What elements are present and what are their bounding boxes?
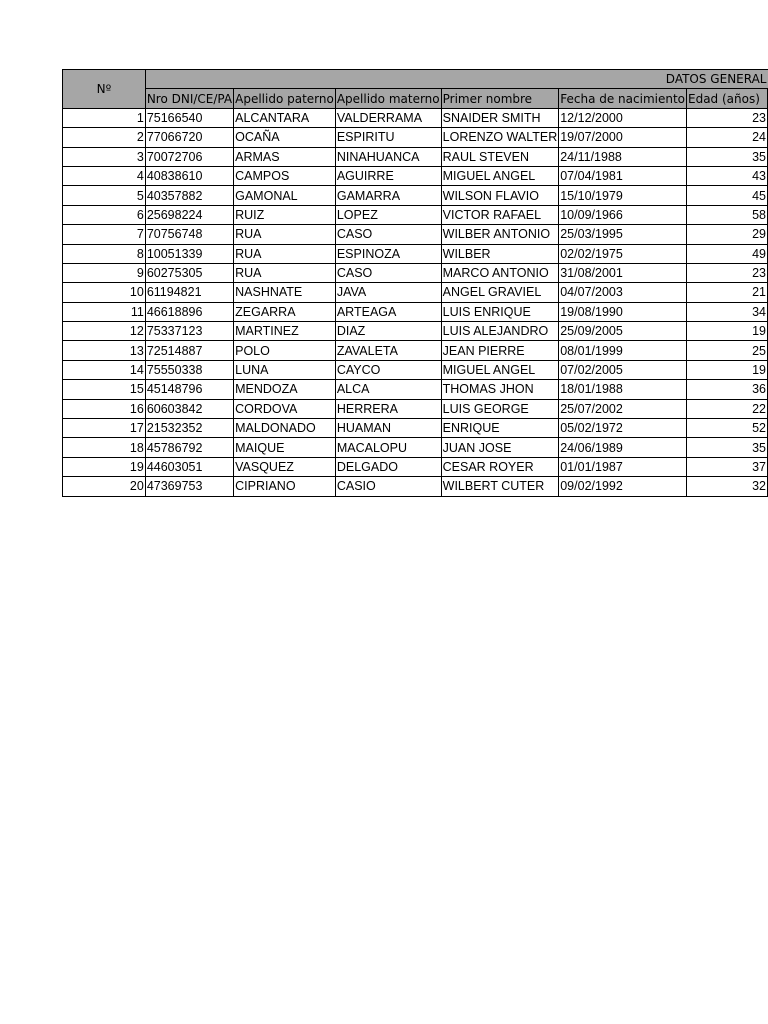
cell-fecha-nacimiento[interactable]: 12/12/2000: [559, 108, 687, 127]
cell-number[interactable]: 9: [63, 263, 146, 282]
cell-dni[interactable]: 70072706: [145, 147, 233, 166]
cell-apellido-paterno[interactable]: RUA: [234, 263, 336, 282]
cell-number[interactable]: 17: [63, 419, 146, 438]
cell-fecha-nacimiento[interactable]: 19/08/1990: [559, 302, 687, 321]
cell-number[interactable]: 6: [63, 205, 146, 224]
cell-apellido-materno[interactable]: MACALOPU: [335, 438, 441, 457]
cell-number[interactable]: 3: [63, 147, 146, 166]
cell-number[interactable]: 1: [63, 108, 146, 127]
cell-apellido-materno[interactable]: JAVA: [335, 283, 441, 302]
cell-apellido-paterno[interactable]: MARTINEZ: [234, 322, 336, 341]
cell-primer-nombre[interactable]: ANGEL GRAVIEL: [441, 283, 559, 302]
cell-apellido-materno[interactable]: AGUIRRE: [335, 166, 441, 185]
cell-apellido-materno[interactable]: ESPINOZA: [335, 244, 441, 263]
table-row: [63, 438, 768, 457]
cell-apellido-paterno[interactable]: MAIQUE: [234, 438, 336, 457]
cell-primer-nombre[interactable]: LUIS ENRIQUE: [441, 302, 559, 321]
cell-apellido-paterno[interactable]: GAMONAL: [234, 186, 336, 205]
cell-dni[interactable]: 40357882: [145, 186, 233, 205]
table-row: [63, 147, 768, 166]
cell-dni[interactable]: 75550338: [145, 360, 233, 379]
cell-fecha-nacimiento[interactable]: 05/02/1972: [559, 419, 687, 438]
cell-apellido-materno[interactable]: DELGADO: [335, 457, 441, 476]
cell-primer-nombre[interactable]: WILBER ANTONIO: [441, 225, 559, 244]
cell-dni[interactable]: 75337123: [145, 322, 233, 341]
cell-edad[interactable]: 23: [687, 263, 768, 282]
cell-edad[interactable]: 24: [687, 128, 768, 147]
cell-number[interactable]: 13: [63, 341, 146, 360]
column-header-apellido-materno[interactable]: Apellido materno: [335, 89, 441, 108]
table-row: [63, 225, 768, 244]
cell-apellido-paterno[interactable]: ZEGARRA: [234, 302, 336, 321]
cell-fecha-nacimiento[interactable]: 31/08/2001: [559, 263, 687, 282]
cell-apellido-materno[interactable]: HERRERA: [335, 399, 441, 418]
table-row: [63, 166, 768, 185]
cell-apellido-paterno[interactable]: RUIZ: [234, 205, 336, 224]
cell-primer-nombre[interactable]: LUIS GEORGE: [441, 399, 559, 418]
table-row: [63, 457, 768, 476]
cell-fecha-nacimiento[interactable]: 25/03/1995: [559, 225, 687, 244]
cell-number[interactable]: 4: [63, 166, 146, 185]
cell-primer-nombre[interactable]: JUAN JOSE: [441, 438, 559, 457]
cell-dni[interactable]: 60275305: [145, 263, 233, 282]
cell-apellido-paterno[interactable]: ARMAS: [234, 147, 336, 166]
cell-edad[interactable]: 19: [687, 360, 768, 379]
cell-number[interactable]: 8: [63, 244, 146, 263]
cell-number[interactable]: 10: [63, 283, 146, 302]
table-row: [63, 341, 768, 360]
cell-dni[interactable]: 45148796: [145, 380, 233, 399]
cell-edad[interactable]: 34: [687, 302, 768, 321]
cell-apellido-paterno[interactable]: CIPRIANO: [234, 477, 336, 496]
cell-edad[interactable]: 49: [687, 244, 768, 263]
cell-dni[interactable]: 46618896: [145, 302, 233, 321]
cell-apellido-paterno[interactable]: MALDONADO: [234, 419, 336, 438]
cell-number[interactable]: 11: [63, 302, 146, 321]
cell-primer-nombre[interactable]: WILBERT CUTER: [441, 477, 559, 496]
cell-dni[interactable]: 61194821: [145, 283, 233, 302]
table-row: [63, 205, 768, 224]
cell-fecha-nacimiento[interactable]: 01/01/1987: [559, 457, 687, 476]
cell-apellido-paterno[interactable]: POLO: [234, 341, 336, 360]
table-row: [63, 263, 768, 282]
cell-fecha-nacimiento[interactable]: 04/07/2003: [559, 283, 687, 302]
cell-number[interactable]: 15: [63, 380, 146, 399]
cell-apellido-paterno[interactable]: ALCANTARA: [234, 108, 336, 127]
cell-number[interactable]: 5: [63, 186, 146, 205]
table-row: [63, 302, 768, 321]
cell-edad[interactable]: 36: [687, 380, 768, 399]
cell-primer-nombre[interactable]: LORENZO WALTER: [441, 128, 559, 147]
column-header-row: [63, 89, 768, 108]
cell-primer-nombre[interactable]: MIGUEL ANGEL: [441, 166, 559, 185]
cell-number[interactable]: 14: [63, 360, 146, 379]
cell-fecha-nacimiento[interactable]: 07/04/1981: [559, 166, 687, 185]
cell-dni[interactable]: 70756748: [145, 225, 233, 244]
group-header-row: [63, 70, 768, 89]
cell-fecha-nacimiento[interactable]: 25/07/2002: [559, 399, 687, 418]
cell-apellido-paterno[interactable]: RUA: [234, 244, 336, 263]
cell-dni[interactable]: 60603842: [145, 399, 233, 418]
cell-fecha-nacimiento[interactable]: 19/07/2000: [559, 128, 687, 147]
cell-apellido-materno[interactable]: LOPEZ: [335, 205, 441, 224]
table-row: [63, 399, 768, 418]
column-header-edad[interactable]: Edad (años): [687, 89, 768, 108]
cell-dni[interactable]: 25698224: [145, 205, 233, 224]
cell-primer-nombre[interactable]: WILSON FLAVIO: [441, 186, 559, 205]
cell-edad[interactable]: 35: [687, 147, 768, 166]
cell-dni[interactable]: 47369753: [145, 477, 233, 496]
cell-number[interactable]: 2: [63, 128, 146, 147]
cell-apellido-materno[interactable]: DIAZ: [335, 322, 441, 341]
cell-fecha-nacimiento[interactable]: 02/02/1975: [559, 244, 687, 263]
cell-edad[interactable]: 37: [687, 457, 768, 476]
cell-number[interactable]: 18: [63, 438, 146, 457]
spreadsheet-table: [62, 69, 768, 497]
table-row: [63, 244, 768, 263]
cell-apellido-materno[interactable]: GAMARRA: [335, 186, 441, 205]
cell-apellido-materno[interactable]: NINAHUANCA: [335, 147, 441, 166]
cell-edad[interactable]: 29: [687, 225, 768, 244]
table-row: [63, 108, 768, 127]
cell-number[interactable]: 20: [63, 477, 146, 496]
cell-apellido-paterno[interactable]: VASQUEZ: [234, 457, 336, 476]
cell-apellido-paterno[interactable]: OCAÑA: [234, 128, 336, 147]
column-header-fecha-nacimiento[interactable]: Fecha de nacimiento: [559, 89, 687, 108]
cell-edad[interactable]: 45: [687, 186, 768, 205]
no-header[interactable]: Nº: [63, 70, 146, 109]
table-row: [63, 322, 768, 341]
cell-dni[interactable]: 40838610: [145, 166, 233, 185]
cell-dni[interactable]: 77066720: [145, 128, 233, 147]
cell-number[interactable]: 7: [63, 225, 146, 244]
cell-apellido-paterno[interactable]: CORDOVA: [234, 399, 336, 418]
cell-primer-nombre[interactable]: LUIS ALEJANDRO: [441, 322, 559, 341]
cell-apellido-materno[interactable]: ALCA: [335, 380, 441, 399]
column-header-primer-nombre[interactable]: Primer nombre: [441, 89, 559, 108]
table-row: [63, 360, 768, 379]
cell-apellido-materno[interactable]: CASO: [335, 225, 441, 244]
cell-edad[interactable]: 19: [687, 322, 768, 341]
cell-edad[interactable]: 23: [687, 108, 768, 127]
cell-apellido-materno[interactable]: VALDERRAMA: [335, 108, 441, 127]
cell-fecha-nacimiento[interactable]: 15/10/1979: [559, 186, 687, 205]
cell-edad[interactable]: 52: [687, 419, 768, 438]
cell-fecha-nacimiento[interactable]: 25/09/2005: [559, 322, 687, 341]
cell-primer-nombre[interactable]: ENRIQUE: [441, 419, 559, 438]
table-row: [63, 283, 768, 302]
cell-number[interactable]: 12: [63, 322, 146, 341]
cell-primer-nombre[interactable]: MARCO ANTONIO: [441, 263, 559, 282]
cell-dni[interactable]: 75166540: [145, 108, 233, 127]
table-row: [63, 128, 768, 147]
cell-apellido-materno[interactable]: HUAMAN: [335, 419, 441, 438]
cell-primer-nombre[interactable]: JEAN PIERRE: [441, 341, 559, 360]
cell-apellido-paterno[interactable]: CAMPOS: [234, 166, 336, 185]
cell-apellido-materno[interactable]: CASO: [335, 263, 441, 282]
cell-fecha-nacimiento[interactable]: 18/01/1988: [559, 380, 687, 399]
cell-primer-nombre[interactable]: THOMAS JHON: [441, 380, 559, 399]
cell-edad[interactable]: 25: [687, 341, 768, 360]
cell-primer-nombre[interactable]: RAUL STEVEN: [441, 147, 559, 166]
cell-primer-nombre[interactable]: SNAIDER SMITH: [441, 108, 559, 127]
cell-primer-nombre[interactable]: CESAR ROYER: [441, 457, 559, 476]
cell-dni[interactable]: 72514887: [145, 341, 233, 360]
cell-dni[interactable]: 10051339: [145, 244, 233, 263]
cell-apellido-paterno[interactable]: RUA: [234, 225, 336, 244]
cell-edad[interactable]: 32: [687, 477, 768, 496]
cell-apellido-paterno[interactable]: NASHNATE: [234, 283, 336, 302]
table-row: [63, 477, 768, 496]
cell-fecha-nacimiento[interactable]: 24/11/1988: [559, 147, 687, 166]
cell-dni[interactable]: 45786792: [145, 438, 233, 457]
cell-apellido-paterno[interactable]: MENDOZA: [234, 380, 336, 399]
cell-edad[interactable]: 43: [687, 166, 768, 185]
cell-dni[interactable]: 21532352: [145, 419, 233, 438]
cell-primer-nombre[interactable]: MIGUEL ANGEL: [441, 360, 559, 379]
cell-dni[interactable]: 44603051: [145, 457, 233, 476]
cell-apellido-materno[interactable]: ZAVALETA: [335, 341, 441, 360]
cell-edad[interactable]: 58: [687, 205, 768, 224]
cell-edad[interactable]: 21: [687, 283, 768, 302]
cell-apellido-paterno[interactable]: LUNA: [234, 360, 336, 379]
cell-edad[interactable]: 22: [687, 399, 768, 418]
cell-apellido-materno[interactable]: ARTEAGA: [335, 302, 441, 321]
table-row: [63, 186, 768, 205]
cell-number[interactable]: 16: [63, 399, 146, 418]
cell-apellido-materno[interactable]: ESPIRITU: [335, 128, 441, 147]
cell-number[interactable]: 19: [63, 457, 146, 476]
cell-fecha-nacimiento[interactable]: 07/02/2005: [559, 360, 687, 379]
table-row: [63, 419, 768, 438]
cell-primer-nombre[interactable]: WILBER: [441, 244, 559, 263]
column-header-dni[interactable]: Nro DNI/CE/PA: [145, 89, 233, 108]
cell-fecha-nacimiento[interactable]: 08/01/1999: [559, 341, 687, 360]
cell-fecha-nacimiento[interactable]: 24/06/1989: [559, 438, 687, 457]
cell-edad[interactable]: 35: [687, 438, 768, 457]
cell-fecha-nacimiento[interactable]: 09/02/1992: [559, 477, 687, 496]
group-header[interactable]: DATOS GENERAL: [145, 70, 767, 89]
cell-apellido-materno[interactable]: CASIO: [335, 477, 441, 496]
cell-primer-nombre[interactable]: VICTOR RAFAEL: [441, 205, 559, 224]
cell-apellido-materno[interactable]: CAYCO: [335, 360, 441, 379]
column-header-apellido-paterno[interactable]: Apellido paterno: [234, 89, 336, 108]
cell-fecha-nacimiento[interactable]: 10/09/1966: [559, 205, 687, 224]
table-row: [63, 380, 768, 399]
